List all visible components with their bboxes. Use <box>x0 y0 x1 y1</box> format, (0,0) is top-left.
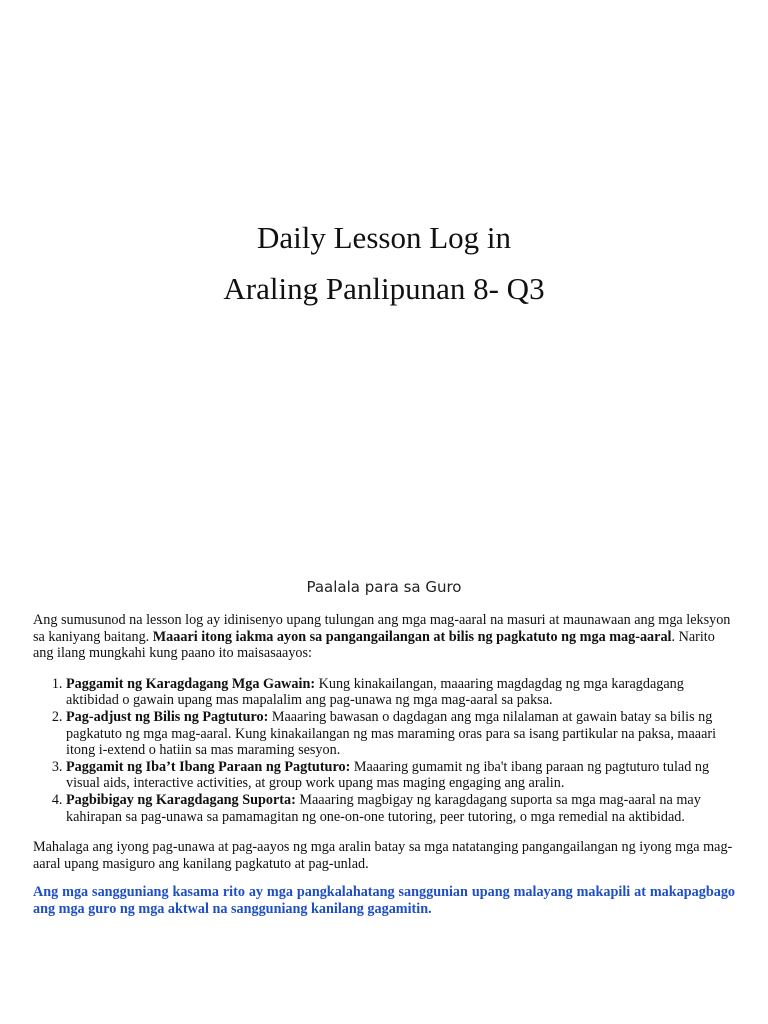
list-item <box>66 709 735 759</box>
document-body <box>33 612 735 918</box>
list-item-text: Maaaring gumamit ng iba't ibang paraan ng pagtuturo tulad ng visual aids, interactive activities, at group work upang mas maging engaging ang aralin. <box>66 758 710 792</box>
intro-paragraph <box>33 612 735 662</box>
list-item <box>66 676 735 709</box>
section-heading: Paalala para sa Guro <box>306 578 462 596</box>
intro-bold-text: Maaari itong iakma ayon sa pangangailangan at bilis ng pagkatuto ng mga mag-aaral <box>152 628 672 645</box>
title-line-1: Daily Lesson Log in <box>257 220 511 255</box>
intro-text-after: . Narito ang ilang mungkahi kung paano ito maisasaayos: <box>33 628 715 662</box>
document-title <box>0 212 768 314</box>
list-item <box>66 792 735 825</box>
list-item-heading: Pagbibigay ng Karagdagang Suporta: <box>66 791 296 808</box>
list-item-heading: Paggamit ng Iba’t Ibang Paraan ng Pagtuturo: <box>66 758 351 775</box>
intro-text-before: Ang sumusunod na lesson log ay idinisenyo upang tulungan ang mga mag-aaral na masuri at maunawaan ang mga leksyon sa kaniyang baitang. <box>33 612 731 645</box>
reference-note: Ang mga sangguniang kasama rito ay mga pangkalahatang sanggunian upang malayang makapili at makapagbago ang mga guro ng mga aktwal na sangguniang kanilang gagamitin. <box>33 884 735 918</box>
closing-paragraph: Mahalaga ang iyong pag-unawa at pag-aayos ng mga aralin batay sa mga natatanging pangangailangan ng iyong mga mag-aaral upang masiguro ang kanilang pagkatuto at pag-unlad. <box>33 839 733 872</box>
list-item-heading: Pag-adjust ng Bilis ng Pagtuturo: <box>66 708 269 725</box>
title-line-2: Araling Panlipunan 8- Q3 <box>223 271 545 306</box>
suggestion-list <box>33 676 735 825</box>
list-item-text: Kung kinakailangan, maaaring magdagdag ng mga karagdagang aktibidad o gawain upang mas mapalalim ang pag-unawa ng mga mag-aaral sa paksa. <box>66 675 684 709</box>
list-item-text: Maaaring magbigay ng karagdagang suporta sa mga mag-aaral na may kahirapan sa pag-unawa sa pamamagitan ng one-on-one tutoring, peer tutoring, o mga remedial na aktibidad. <box>66 791 701 825</box>
list-item-text: Maaaring bawasan o dagdagan ang mga nilalaman at gawain batay sa bilis ng pagkatuto ng mga mag-aaral. Kung kinakailangan ng mas maraming oras para sa isang partikular na paksa, maaari itong i-extend o hatiin sa mas maraming sesyon. <box>66 708 717 759</box>
list-item-heading: Paggamit ng Karagdagang Mga Gawain: <box>66 675 316 692</box>
list-item <box>66 759 735 792</box>
